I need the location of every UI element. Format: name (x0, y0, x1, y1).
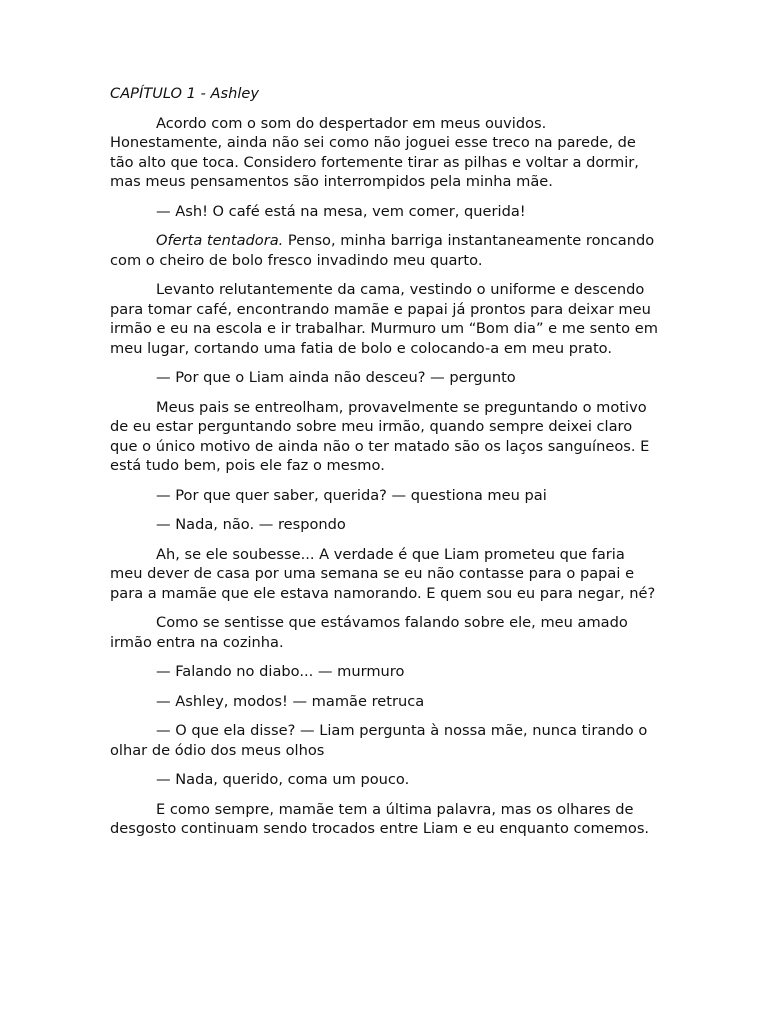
paragraph: — Falando no diabo... — murmuro (156, 663, 405, 680)
chapter-name: Ashley (210, 85, 260, 102)
paragraph: Levanto relutantemente da cama, vestindo o uniforme e descendo para tomar café, encontrando mamãe e papai já prontos para deixar meu irmão e eu na escola e ir trabalhar. Murmuro um “Bom dia” e me sento em meu lugar, cortando uma fatia de bolo e colocando-a em meu prato. (110, 281, 658, 357)
paragraph: — Ashley, modos! — mamãe retruca (156, 692, 425, 710)
document-page (110, 84, 658, 849)
chapter-heading (110, 84, 658, 104)
paragraph: — Ash! O café está na mesa, vem comer, querida! (156, 202, 526, 220)
paragraph: E como sempre, mamãe tem a última palavra, mas os olhares de desgosto continuam sendo trocados entre Liam e eu enquanto comemos. (110, 800, 650, 837)
italic-phrase: Oferta tentadora. (156, 232, 284, 249)
paragraph: Ah, se ele soubesse... A verdade é que Liam prometeu que faria meu dever de casa por uma semana se eu não contasse para o papai e para a mamãe que ele estava namorando. E quem sou eu para negar, né? (110, 545, 656, 602)
paragraph: — Por que quer saber, querida? — questiona meu pai (156, 486, 547, 504)
paragraph: — Nada, querido, coma um pouco. (156, 771, 410, 788)
paragraph: Como se sentisse que estávamos falando sobre ele, meu amado irmão entra na cozinha. (110, 614, 628, 651)
chapter-separator: - (195, 85, 211, 102)
paragraph: Acordo com o som do despertador em meus ouvidos. Honestamente, ainda não sei como não joguei esse treco na parede, de tão alto que toca. Considero fortemente tirar as pilhas e voltar a dormir, mas meus pensamentos são interrompidos pela minha mãe. (110, 114, 639, 190)
paragraph: — Nada, não. — respondo (156, 516, 346, 533)
chapter-label: CAPÍTULO 1 (110, 85, 196, 102)
paragraph: — O que ela disse? — Liam pergunta à nossa mãe, nunca tirando o olhar de ódio dos meus olhos (110, 722, 648, 759)
paragraph: — Por que o Liam ainda não desceu? — pergunto (156, 369, 516, 386)
paragraph: Oferta tentadora. Penso, minha barriga instantaneamente roncando com o cheiro de bolo fresco invadindo meu quarto. (110, 232, 655, 269)
paragraph: Meus pais se entreolham, provavelmente se preguntando o motivo de eu estar perguntando sobre meu irmão, quando sempre deixei claro que o único motivo de ainda não o ter matado são os laços sanguíneos. E está tudo bem, pois ele faz o mesmo. (110, 398, 650, 474)
